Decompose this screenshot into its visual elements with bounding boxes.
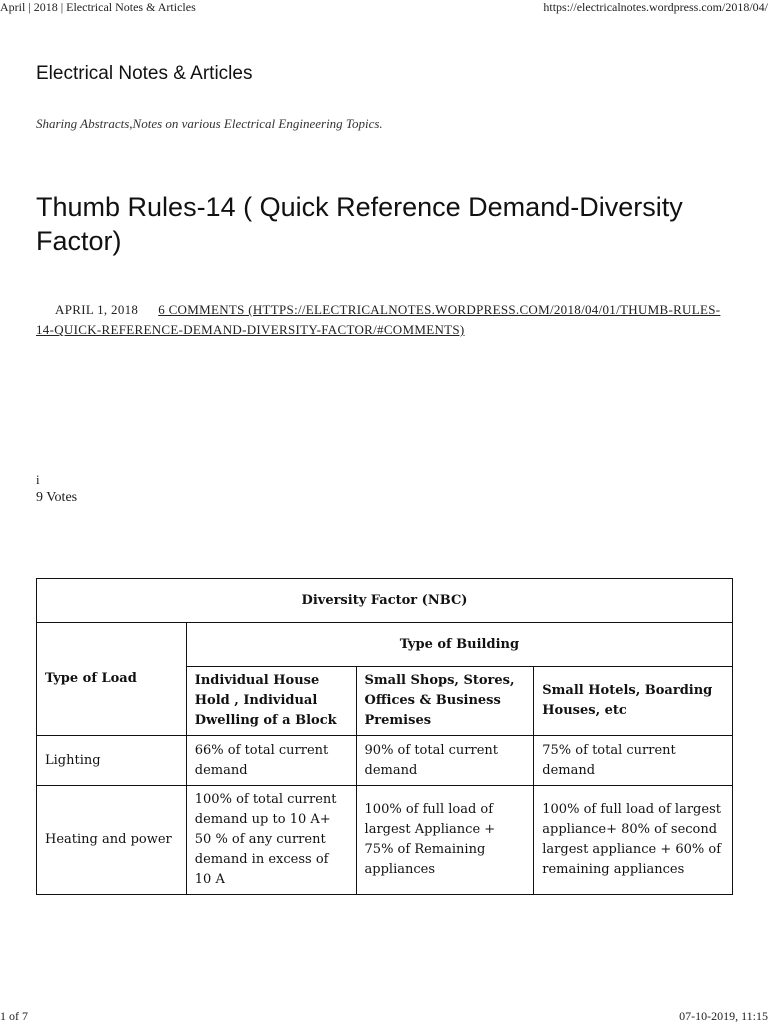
page-number: 1 of 7 xyxy=(0,1009,28,1023)
building-type-header: Small Hotels, Boarding Houses, etc xyxy=(534,667,733,736)
type-of-building-header: Type of Building xyxy=(186,623,732,667)
votes-count: 9 Votes xyxy=(36,490,78,505)
post-meta xyxy=(36,300,736,340)
load-cell: Heating and power xyxy=(37,786,187,895)
site-tagline: Sharing Abstracts,Notes on various Electrical Engineering Topics. xyxy=(36,116,383,131)
post-title[interactable]: Thumb Rules-14 ( Quick Reference Demand-Diversity Factor) xyxy=(36,192,683,256)
value-cell: 100% of full load of largest Appliance + 75% of Remaining appliances xyxy=(356,786,534,895)
print-header-title: April | 2018 | Electrical Notes & Articles xyxy=(0,0,196,14)
post-date[interactable]: APRIL 1, 2018 xyxy=(55,302,139,317)
table-row xyxy=(37,736,733,786)
value-cell: 100% of full load of largest appliance+ 80% of second largest appliance + 60% of remaining appliances xyxy=(534,786,733,895)
comments-link[interactable]: 6 COMMENTS (HTTPS://ELECTRICALNOTES.WORDPRESS.COM/2018/04/01/THUMB-RULES-14-QUICK-REFERENCE-DEMAND-DIVERSITY-FACTOR/#COMMENTS) xyxy=(36,302,721,337)
diversity-factor-table xyxy=(36,578,733,895)
value-cell: 75% of total current demand xyxy=(534,736,733,786)
type-of-load-header: Type of Load xyxy=(37,623,187,736)
table-caption: Diversity Factor (NBC) xyxy=(37,579,733,623)
value-cell: 66% of total current demand xyxy=(186,736,356,786)
value-cell: 100% of total current demand up to 10 A+ 50 % of any current demand in excess of 10 A xyxy=(186,786,356,895)
load-cell: Lighting xyxy=(37,736,187,786)
print-timestamp: 07-10-2019, 11:15 xyxy=(679,1009,768,1023)
table-row xyxy=(37,786,733,895)
value-cell: 90% of total current demand xyxy=(356,736,534,786)
rating-info-icon[interactable]: i xyxy=(36,472,40,487)
building-type-header: Individual House Hold , Individual Dwelling of a Block xyxy=(186,667,356,736)
print-header-url: https://electricalnotes.wordpress.com/2018/04/ xyxy=(543,0,768,14)
building-type-header: Small Shops, Stores, Offices & Business Premises xyxy=(356,667,534,736)
site-title[interactable]: Electrical Notes & Articles xyxy=(36,63,253,84)
